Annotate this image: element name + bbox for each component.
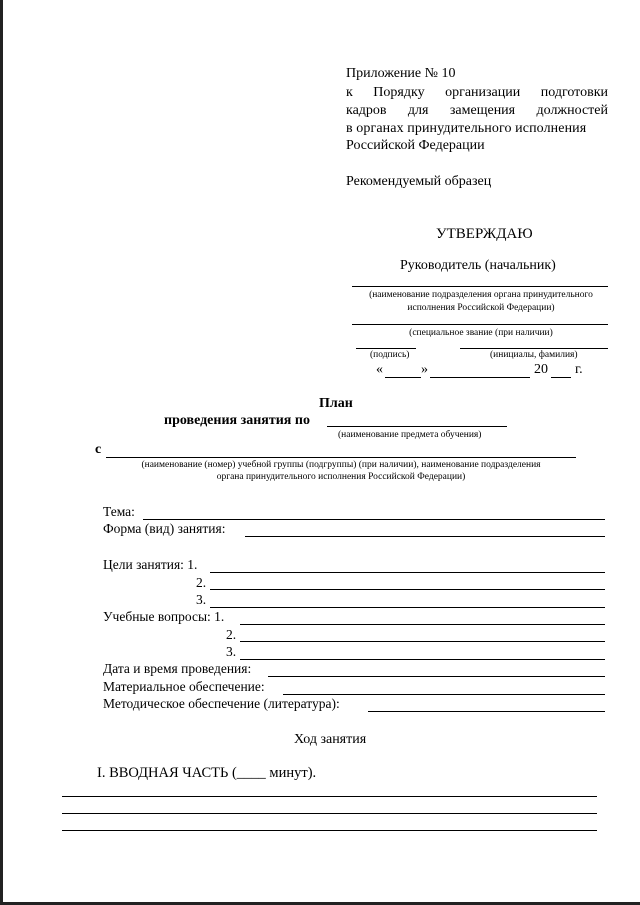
form-line bbox=[245, 536, 605, 537]
caption-unit-2: исполнения Российской Федерации) bbox=[407, 303, 555, 313]
questions-label: Учебные вопросы: 1. bbox=[103, 609, 225, 624]
datetime-label: Дата и время проведения: bbox=[103, 661, 252, 676]
appendix-number: Приложение № 10 bbox=[346, 66, 456, 81]
question-2-line bbox=[240, 641, 605, 642]
material-label: Материальное обеспечение: bbox=[103, 679, 265, 694]
question-3-label: 3. bbox=[226, 644, 237, 659]
topic-label: Тема: bbox=[103, 504, 135, 519]
topic-line bbox=[143, 519, 605, 520]
goal-3-line bbox=[210, 607, 605, 608]
datetime-line bbox=[268, 676, 605, 677]
question-3-line bbox=[240, 659, 605, 660]
sign-line bbox=[356, 348, 416, 349]
notes-line-1 bbox=[62, 796, 597, 797]
notes-line-2 bbox=[62, 813, 597, 814]
caption-sign: (подпись) bbox=[370, 350, 410, 360]
appendix-line-3: кадров для замещения должностей bbox=[346, 103, 608, 118]
date-year-prefix: 20 bbox=[534, 362, 548, 377]
date-day-line bbox=[385, 377, 421, 378]
goal-1-line bbox=[210, 572, 605, 573]
scan-edge-left bbox=[0, 0, 3, 905]
approve-title: УТВЕРЖДАЮ bbox=[436, 226, 533, 242]
rank-line bbox=[352, 324, 608, 325]
caption-rank: (специальное звание (при наличии) bbox=[409, 328, 553, 338]
goal-3-label: 3. bbox=[196, 592, 207, 607]
caption-group-1: (наименование (номер) учебной группы (подгруппы) (при наличии), наименование подразделения bbox=[141, 460, 541, 470]
plan-subtitle: проведения занятия по bbox=[164, 413, 310, 428]
group-line bbox=[106, 457, 576, 458]
appendix-line-5: Российской Федерации bbox=[346, 138, 485, 153]
appendix-line-2: к Порядку организации подготовки bbox=[346, 85, 608, 100]
date-year-line bbox=[551, 377, 571, 378]
material-line bbox=[283, 694, 605, 695]
caption-unit-1: (наименование подразделения органа принудительного bbox=[369, 290, 593, 300]
date-quote-open: « bbox=[376, 362, 383, 377]
appendix-line-4: в органах принудительного исполнения bbox=[346, 121, 587, 136]
question-2-label: 2. bbox=[226, 627, 237, 642]
method-line bbox=[368, 711, 605, 712]
date-month-line bbox=[430, 377, 530, 378]
method-label: Методическое обеспечение (литература): bbox=[103, 696, 340, 711]
with-label: с bbox=[95, 442, 102, 457]
date-year-suffix: г. bbox=[575, 362, 583, 377]
date-quote-close: » bbox=[421, 362, 428, 377]
caption-group-2: органа принудительного исполнения Российской Федерации) bbox=[216, 472, 466, 482]
approve-head: Руководитель (начальник) bbox=[400, 258, 556, 273]
caption-subject: (наименование предмета обучения) bbox=[338, 430, 482, 440]
recommended-sample: Рекомендуемый образец bbox=[346, 174, 492, 189]
notes-line-3 bbox=[62, 830, 597, 831]
plan-title: План bbox=[319, 396, 353, 411]
unit-name-line bbox=[352, 286, 608, 287]
goal-2-line bbox=[210, 589, 605, 590]
name-line bbox=[460, 348, 608, 349]
question-1-line bbox=[240, 624, 605, 625]
goals-label: Цели занятия: 1. bbox=[103, 557, 198, 572]
caption-name: (инициалы, фамилия) bbox=[490, 350, 578, 360]
form-label: Форма (вид) занятия: bbox=[103, 521, 226, 536]
course-title: Ход занятия bbox=[294, 732, 367, 747]
subject-line bbox=[327, 426, 507, 427]
intro-part: I. ВВОДНАЯ ЧАСТЬ (____ минут). bbox=[97, 765, 317, 781]
goal-2-label: 2. bbox=[196, 575, 207, 590]
